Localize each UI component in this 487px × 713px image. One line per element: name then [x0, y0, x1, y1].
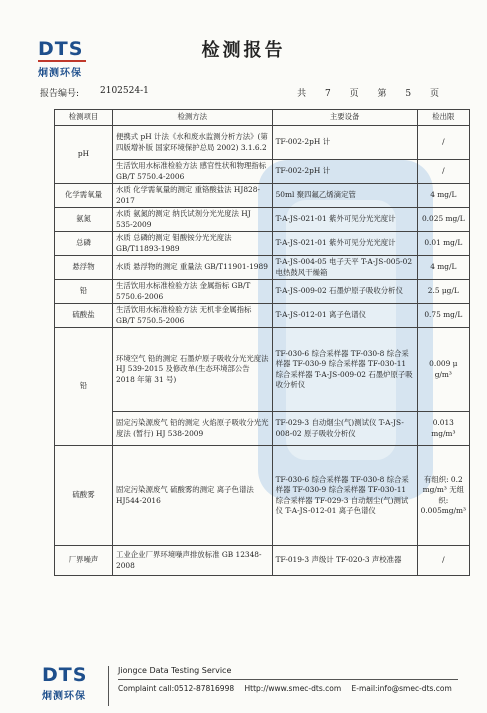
cell-equipment: T-A-JS-012-01 离子色谱仪 — [272, 304, 417, 328]
table-row — [55, 546, 470, 576]
logo-chinese-name: 炯测环保 — [38, 68, 82, 79]
cell-method: 水质 化学需氧量的测定 重铬酸盐法 HJ828-2017 — [113, 184, 273, 208]
footer-contact — [118, 684, 460, 693]
header-method: 检测方法 — [113, 110, 273, 126]
cell-equipment: TF-030-6 综合采样器 TF-030-8 综合采样器 TF-030-9 综合采样器 TF-030-11 综合采样器 TF-029-3 自动烟尘(气)测试仪 T-A-JS-012-01 离子色谱仪 — [272, 446, 417, 546]
cell-item: 氨氮 — [55, 208, 113, 232]
cell-item: 硫酸盐 — [55, 304, 113, 328]
cell-limit: 2.5 μg/L — [417, 280, 469, 304]
page-current: 5 — [405, 89, 412, 99]
cell-method: 环境空气 铅的测定 石墨炉原子吸收分光光度法 HJ 539-2015 及修改单(生态环境部公告 2018 年第 31 号) — [113, 328, 273, 412]
cell-limit: 0.01 mg/L — [417, 232, 469, 256]
page-total-suffix: 页 — [349, 89, 359, 99]
cell-limit: / — [417, 546, 469, 576]
cell-item: 铅 — [55, 280, 113, 304]
cell-method: 生活饮用水标准检验方法 感官性状和物理指标 GB/T 5750.4-2006 — [113, 160, 273, 184]
header-item: 检测项目 — [55, 110, 113, 126]
cell-equipment: T-A-JS-004-05 电子天平 T-A-JS-005-02 电热鼓风干燥箱 — [272, 256, 417, 280]
cell-item: 化学需氧量 — [55, 184, 113, 208]
table-row — [55, 328, 470, 412]
table-row — [55, 232, 470, 256]
cell-equipment: TF-029-3 自动烟尘(气)测试仪 T-A-JS-008-02 原子吸收分析仪 — [272, 412, 417, 446]
cell-method: 水质 悬浮物的测定 重量法 GB/T11901-1989 — [113, 256, 273, 280]
cell-equipment: TF-030-6 综合采样器 TF-030-8 综合采样器 TF-030-9 综合采样器 TF-030-11 综合采样器 T-A-JS-009-02 石墨炉原子吸收分析仪 — [272, 328, 417, 412]
cell-limit: 0.025 mg/L — [417, 208, 469, 232]
logo-mark: DTS — [38, 38, 84, 60]
cell-item: pH — [55, 126, 113, 184]
cell-limit: 0.013 mg/m³ — [417, 412, 469, 446]
footer-logo — [42, 666, 87, 702]
header-equipment: 主要设备 — [272, 110, 417, 126]
table-row — [55, 126, 470, 160]
cell-limit: 有组织: 0.2 mg/m³ 无组织: 0.005mg/m³ — [417, 446, 469, 546]
header-limit: 检出限 — [417, 110, 469, 126]
cell-equipment: T-A-JS-021-01 紫外可见分光光度计 — [272, 232, 417, 256]
table-row — [55, 184, 470, 208]
cell-item: 悬浮物 — [55, 256, 113, 280]
table-row — [55, 160, 470, 184]
cell-method: 固定污染源废气 铅的测定 火焰原子吸收分光光度法 (暂行) HJ 538-2009 — [113, 412, 273, 446]
cell-equipment: T-A-JS-009-02 石墨炉原子吸收分析仪 — [272, 280, 417, 304]
table-header-row — [55, 110, 470, 126]
cell-limit: 0.009 μ g/m³ — [417, 328, 469, 412]
cell-method: 水质 总磷的测定 钼酸铵分光光度法 GB/T11893-1989 — [113, 232, 273, 256]
complaint-call: Complaint call:0512-87816998 — [118, 684, 235, 693]
page-total-prefix: 共 — [297, 89, 307, 99]
footer-logo-mark: DTS — [42, 664, 88, 686]
cell-equipment: TF-002-2pH 计 — [272, 126, 417, 160]
footer-rule — [118, 679, 458, 680]
test-methods-table — [54, 109, 470, 576]
page-total: 7 — [324, 89, 331, 99]
cell-limit: 4 mg/L — [417, 256, 469, 280]
report-number: 2102524-1 — [100, 86, 149, 96]
table-row — [55, 304, 470, 328]
page-title: 检测报告 — [201, 40, 286, 61]
cell-limit: 4 mg/L — [417, 184, 469, 208]
cell-item: 厂界噪声 — [55, 546, 113, 576]
page-current-prefix: 第 — [377, 89, 387, 99]
table-row — [55, 208, 470, 232]
cell-equipment: 50ml 聚四氟乙烯滴定管 — [272, 184, 417, 208]
table-row — [55, 446, 470, 546]
cell-method: 生活饮用水标准检验方法 无机非金属指标 GB/T 5750.5-2006 — [113, 304, 273, 328]
footer-company-name: Jiongce Data Testing Service — [118, 666, 232, 675]
website-link[interactable]: Http://www.smec-dts.com — [244, 684, 342, 693]
footer-logo-chinese-name: 炯测环保 — [42, 691, 86, 702]
page-indicator — [297, 86, 439, 99]
page-current-suffix: 页 — [429, 89, 439, 99]
cell-equipment: TF-019-3 声级计 TF-020-3 声校准器 — [272, 546, 417, 576]
cell-method: 固定污染源废气 硫酸雾的测定 离子色谱法 HJ544-2016 — [113, 446, 273, 546]
cell-item: 总磷 — [55, 232, 113, 256]
cell-method: 生活饮用水标准检验方法 金属指标 GB/T 5750.6-2006 — [113, 280, 273, 304]
cell-method: 便携式 pH 计法《水和废水监测分析方法》(第四版增补版 国家环境保护总局 2002) 3.1.6.2 — [113, 126, 273, 160]
cell-limit: 0.75 mg/L — [417, 304, 469, 328]
email-link[interactable]: E-mail:info@smec-dts.com — [351, 684, 452, 693]
cell-item: 铅 — [55, 328, 113, 446]
table-row — [55, 412, 470, 446]
report-number-label: 报告编号: — [40, 89, 80, 99]
page-footer — [0, 660, 487, 713]
cell-equipment: T-A-JS-021-01 紫外可见分光光度计 — [272, 208, 417, 232]
cell-method: 工业企业厂界环境噪声排放标准 GB 12348-2008 — [113, 546, 273, 576]
cell-item: 硫酸雾 — [55, 446, 113, 546]
cell-equipment: TF-002-2pH 计 — [272, 160, 417, 184]
cell-limit: / — [417, 160, 469, 184]
footer-divider — [108, 666, 109, 706]
table-row — [55, 280, 470, 304]
table-row — [55, 256, 470, 280]
cell-method: 水质 氨氮的测定 纳氏试剂分光光度法 HJ 535-2009 — [113, 208, 273, 232]
cell-limit: / — [417, 126, 469, 160]
